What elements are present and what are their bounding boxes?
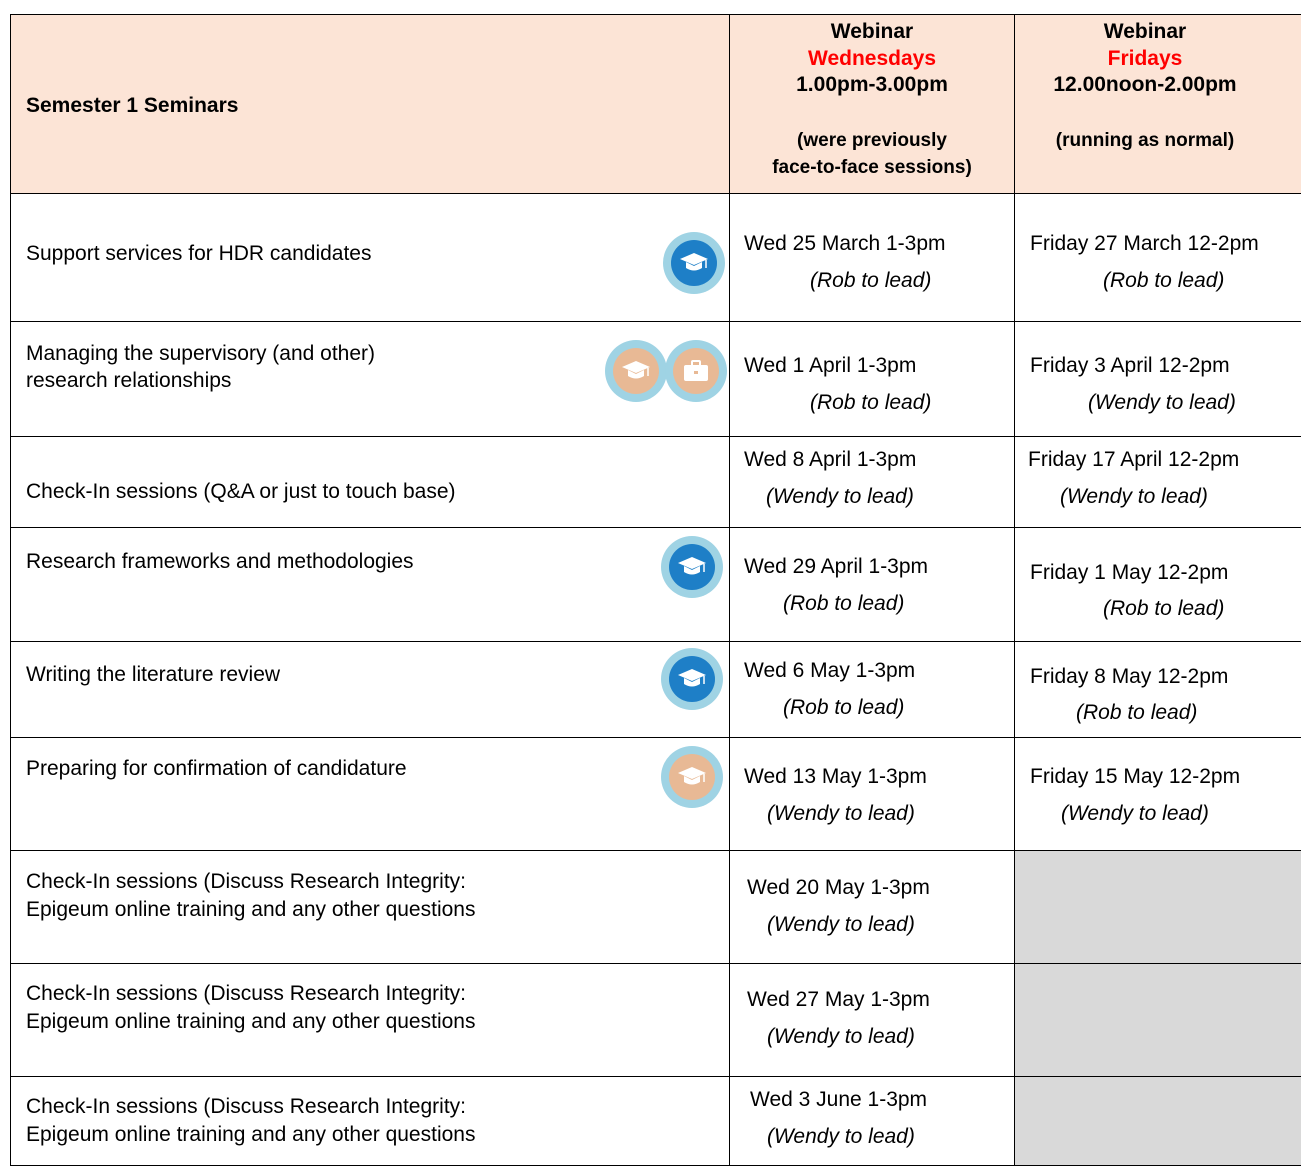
seminar-title-line2: Epigeum online training and any other questions [26,1123,476,1146]
briefcase-icon [665,340,727,402]
wed-session-lead: (Wendy to lead) [767,802,915,825]
wed-session-lead: (Wendy to lead) [766,485,914,508]
graduation-cap-icon [661,648,723,710]
seminar-title: Writing the literature review [26,663,281,686]
fri-day-label: Fridays [1107,47,1183,70]
wed-session-date: Wed 13 May 1-3pm [744,765,927,788]
seminar-title: Check-In sessions (Discuss Research Integrity: [26,870,466,893]
table-row-title-cell [10,737,730,851]
wed-session-date: Wed 25 March 1-3pm [744,232,946,255]
wed-session-lead: (Rob to lead) [810,391,932,414]
fri-note-line1: (running as normal) [1055,130,1235,151]
fri-session-date: Friday 15 May 12-2pm [1030,765,1241,788]
wed-webinar-label: Webinar [830,20,914,43]
table-row-title-cell [10,321,730,437]
table-row-title-cell [10,1076,730,1166]
wed-day-label: Wednesdays [808,47,936,70]
table-row-fri-cell [1014,527,1301,642]
empty-friday-cell [1014,963,1301,1077]
table-row-wed-cell [729,321,1015,437]
wed-session-date: Wed 6 May 1-3pm [744,659,916,682]
table-row-wed-cell [729,963,1015,1077]
wed-note-line1: (were previously [797,130,947,151]
fri-session-lead: (Rob to lead) [1076,701,1198,724]
wed-session-date: Wed 29 April 1-3pm [744,555,929,578]
fri-session-date: Friday 17 April 12-2pm [1028,448,1240,471]
table-row-fri-cell [1014,641,1301,738]
fri-session-lead: (Wendy to lead) [1088,391,1236,414]
seminar-title-line2: research relationships [26,369,232,392]
table-row-title-cell [10,641,730,738]
table-row-wed-cell [729,641,1015,738]
table-row-title-cell [10,436,730,528]
table-row-title-cell [10,850,730,964]
wed-session-lead: (Wendy to lead) [767,913,915,936]
wed-session-lead: (Rob to lead) [783,696,905,719]
seminar-title: Support services for HDR candidates [26,242,372,265]
wed-session-lead: (Wendy to lead) [767,1125,915,1148]
table-row-fri-cell [1014,193,1301,322]
wed-session-lead: (Wendy to lead) [767,1025,915,1048]
wed-note-line2: face-to-face sessions) [772,157,972,178]
table-row-title-cell [10,963,730,1077]
seminar-title: Managing the supervisory (and other) [26,342,376,365]
seminar-title-line2: Epigeum online training and any other questions [26,1010,476,1033]
fri-session-lead: (Wendy to lead) [1061,802,1209,825]
table-row-wed-cell [729,737,1015,851]
table-row-fri-cell [1014,737,1301,851]
table-row-wed-cell [729,436,1015,528]
header-friday-cell [1014,14,1301,194]
header-wednesday-cell [729,14,1015,194]
fri-session-date: Friday 27 March 12-2pm [1030,232,1259,255]
table-row-title-cell [10,527,730,642]
wed-session-date: Wed 8 April 1-3pm [744,448,917,471]
fri-session-lead: (Rob to lead) [1103,597,1225,620]
fri-session-date: Friday 8 May 12-2pm [1030,665,1229,688]
table-row-wed-cell [729,527,1015,642]
seminar-title: Preparing for confirmation of candidature [26,757,407,780]
fri-session-lead: (Wendy to lead) [1060,485,1208,508]
seminar-title: Check-In sessions (Discuss Research Integrity: [26,1095,466,1118]
wed-session-date: Wed 1 April 1-3pm [744,354,917,377]
wed-session-date: Wed 27 May 1-3pm [747,988,930,1011]
fri-session-date: Friday 1 May 12-2pm [1030,561,1229,584]
wed-session-date: Wed 20 May 1-3pm [747,876,930,899]
seminar-title: Check-In sessions (Q&A or just to touch base) [26,480,456,503]
fri-session-lead: (Rob to lead) [1103,269,1225,292]
wed-session-date: Wed 3 June 1-3pm [750,1088,928,1111]
seminar-title: Research frameworks and methodologies [26,550,414,573]
table-row-wed-cell [729,193,1015,322]
graduation-cap-icon [661,536,723,598]
empty-friday-cell [1014,850,1301,964]
wed-session-lead: (Rob to lead) [810,269,932,292]
seminar-title-line2: Epigeum online training and any other questions [26,898,476,921]
fri-time-label: 12.00noon-2.00pm [1053,73,1237,96]
fri-webinar-label: Webinar [1103,20,1187,43]
wed-session-lead: (Rob to lead) [783,592,905,615]
table-title: Semester 1 Seminars [26,94,239,117]
table-row-title-cell [10,193,730,322]
graduation-cap-icon [605,340,667,402]
table-row-fri-cell [1014,436,1301,528]
header-title-cell [10,14,730,194]
table-row-wed-cell [729,1076,1015,1166]
graduation-cap-icon [663,232,725,294]
seminar-title: Check-In sessions (Discuss Research Integrity: [26,982,466,1005]
fri-session-date: Friday 3 April 12-2pm [1030,354,1230,377]
seminar-table [10,14,1301,1166]
table-row-fri-cell [1014,321,1301,437]
table-row-wed-cell [729,850,1015,964]
graduation-cap-icon [661,746,723,808]
empty-friday-cell [1014,1076,1301,1166]
wed-time-label: 1.00pm-3.00pm [796,73,948,96]
